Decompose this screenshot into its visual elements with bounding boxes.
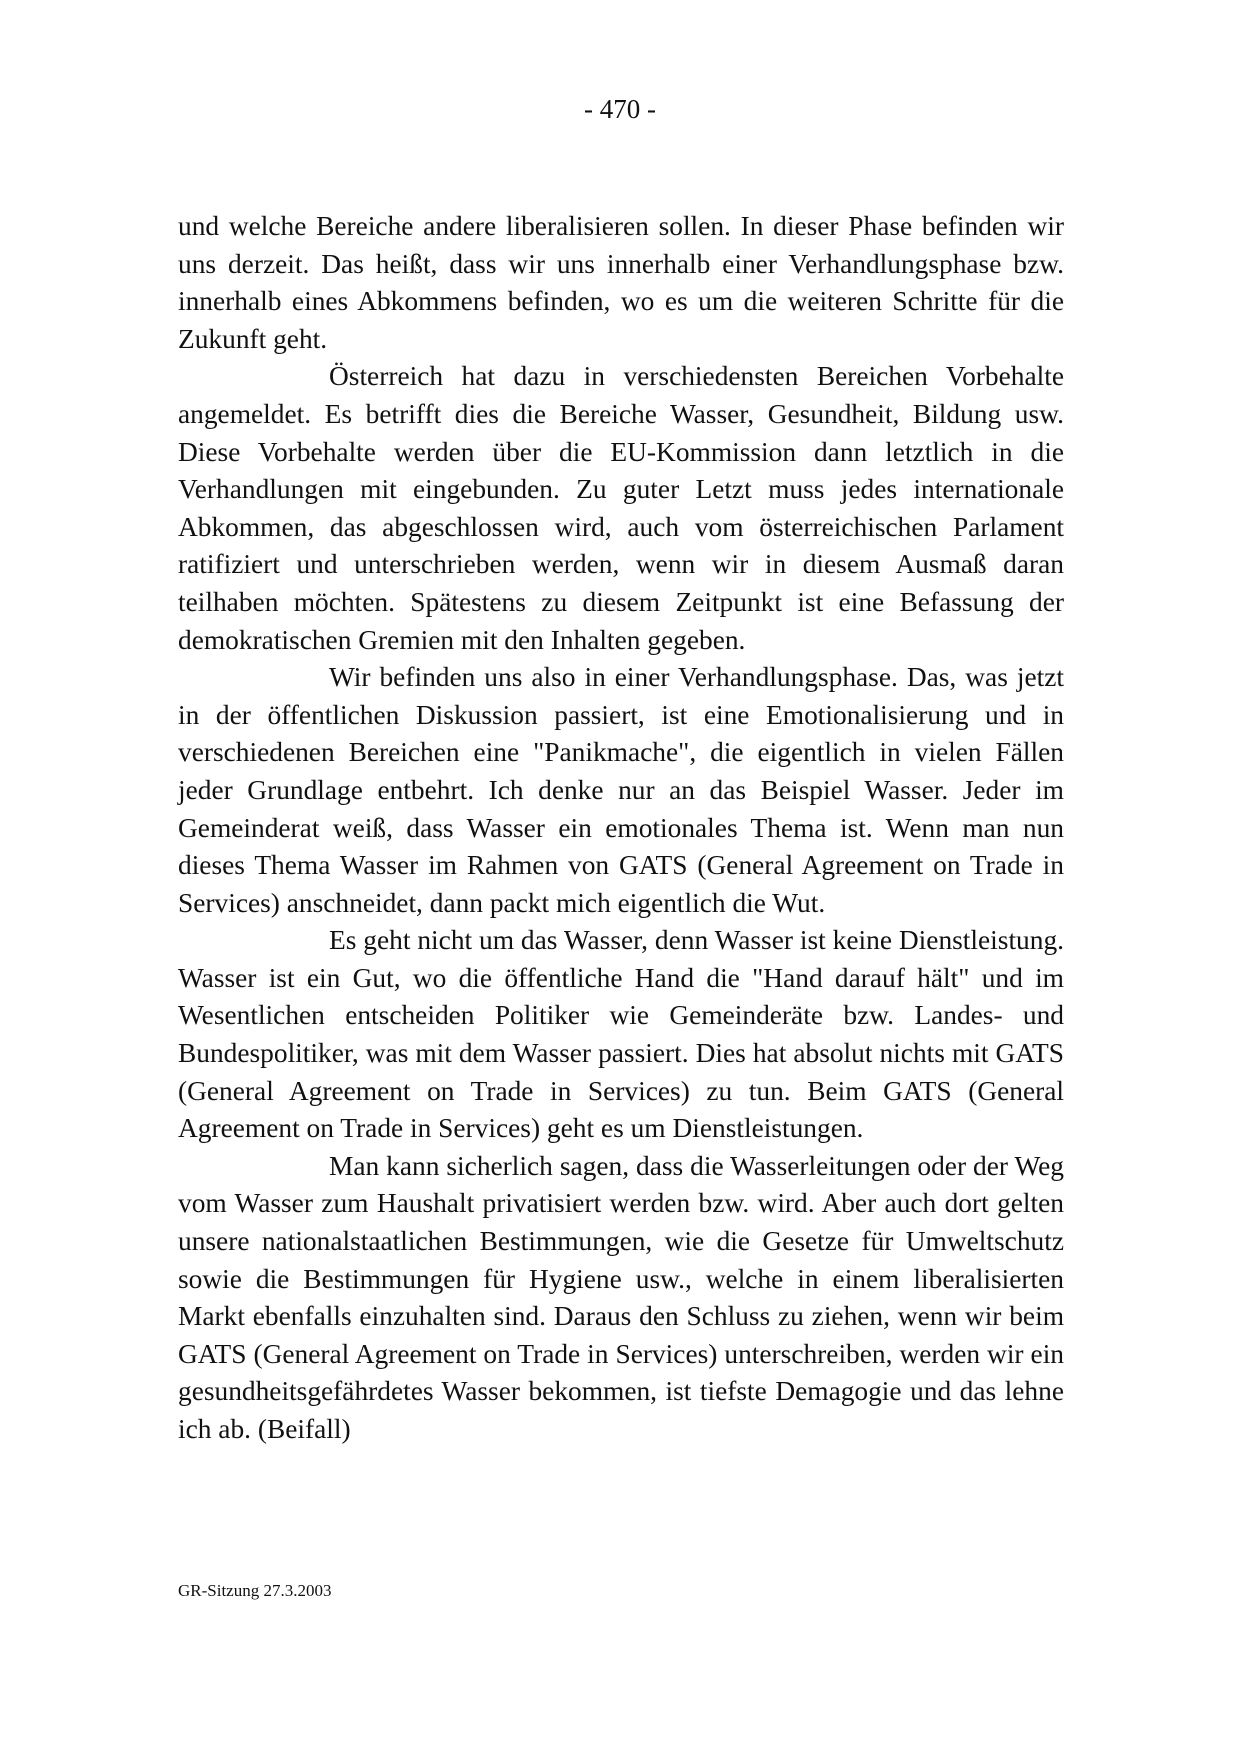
- footer-session-label: GR-Sitzung 27.3.2003: [178, 1581, 332, 1600]
- paragraph-reservations: Österreich hat dazu in verschiedensten Bereichen Vorbehalte angemeldet. Es betrifft dies die Bereiche Wasser, Gesundheit, Bildung usw. Diese Vorbehalte werden über die EU-Kommission dann letztlich in die Verhandlungen mit eingebunden. Zu guter Letzt muss jedes internationale Abkommen, das abgeschlossen wird, auch vom österreichischen Parlament ratifiziert und unterschrieben werden, wenn wir in diesem Ausmaß daran teilhaben möchten. Spätestens zu diesem Zeitpunkt ist eine Befassung der demokratischen Gremien mit den Inhalten gegeben.: [178, 361, 1064, 655]
- paragraph-continuation: und welche Bereiche andere liberalisieren sollen. In dieser Phase befinden wir uns derzeit. Das heißt, dass wir uns innerhalb einer Verhandlungsphase bzw. innerhalb eines Abkommens befinden, wo es um die weiteren Schritte für die Zukunft geht.: [178, 211, 1064, 354]
- page-number: - 470 -: [584, 94, 656, 124]
- paragraph-water-not-service: Es geht nicht um das Wasser, denn Wasser ist keine Dienstleistung. Wasser ist ein Gut, wo die öffentliche Hand die "Hand darauf hält" und im Wesentlichen entscheiden Politiker wie Gemeinderäte bzw. Landes- und Bundespolitiker, was mit dem Wasser passiert. Dies hat absolut nichts mit GATS (General Agreement on Trade in Services) zu tun. Beim GATS (General Agreement on Trade in Services) geht es um Dienstleistungen.: [178, 925, 1064, 1144]
- paragraph-water-pipes: Man kann sicherlich sagen, dass die Wasserleitungen oder der Weg vom Wasser zum Haushalt privatisiert werden bzw. wird. Aber auch dort gelten unsere nationalstaatlichen Bestimmungen, wie die Gesetze für Umweltschutz sowie die Bestimmungen für Hygiene usw., welche in einem liberalisierten Markt ebenfalls einzuhalten sind. Daraus den Schluss zu ziehen, wenn wir beim GATS (General Agreement on Trade in Services) unterschreiben, werden wir ein gesundheitsgefährdetes Wasser bekommen, ist tiefste Demagogie und das lehne ich ab. (Beifall): [178, 1150, 1064, 1444]
- paragraph-negotiation-phase: Wir befinden uns also in einer Verhandlungsphase. Das, was jetzt in der öffentlichen Diskussion passiert, ist eine Emotionalisierung und in verschiedenen Bereichen eine "Panikmache", die eigentlich in vielen Fällen jeder Grundlage entbehrt. Ich denke nur an das Beispiel Wasser. Jeder im Gemeinderat weiß, dass Wasser ein emotionales Thema ist. Wenn man nun dieses Thema Wasser im Rahmen von GATS (General Agreement on Trade in Services) anschneidet, dann packt mich eigentlich die Wut.: [178, 662, 1064, 918]
- body-text: [178, 208, 1064, 1449]
